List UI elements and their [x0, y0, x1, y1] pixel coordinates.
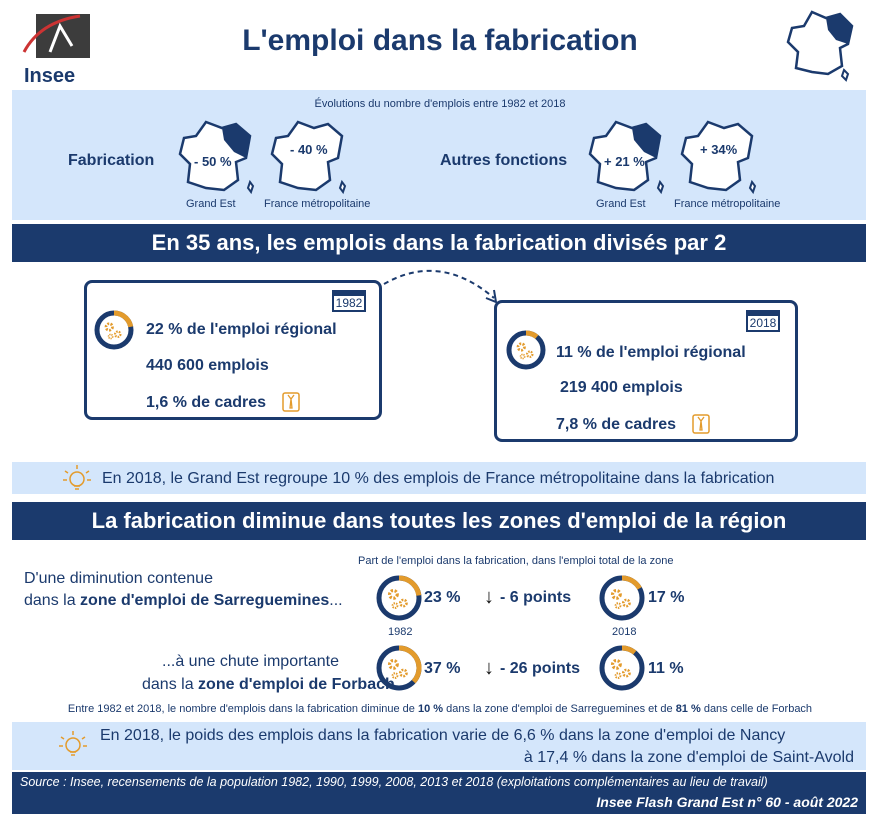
evolution-map-label: France métropolitaine: [674, 198, 781, 210]
gear-icon: [616, 603, 621, 608]
gear-icon: [527, 352, 532, 357]
autres-fonctions-label: Autres fonctions: [440, 152, 568, 169]
card-2018-share: 11 % de l'emploi régional: [556, 344, 746, 361]
publication-reference: Insee Flash Grand Est n° 60 - août 2022: [596, 794, 858, 810]
sarreguemines-line-1: D'une diminution contenue: [24, 570, 213, 587]
gear-icon: [400, 600, 406, 606]
tie-icon-2018: [692, 414, 710, 434]
zones-footnote-post: dans celle de Forbach: [700, 703, 813, 715]
gear-icon: [623, 670, 629, 676]
gear-icon: [518, 344, 525, 351]
gear-icon: [390, 591, 398, 599]
calendar-1982-year: 1982: [335, 296, 363, 310]
france-map-icon: [782, 8, 860, 82]
gear-icon: [115, 332, 120, 337]
gauge-fill: [114, 313, 131, 327]
note-2-line-1: En 2018, le poids des emplois dans la fabrication varie de 6,6 % dans la zone d'emploi de Nancy: [100, 727, 786, 744]
calendar-2018-icon: [746, 310, 780, 332]
evolution-map-value: + 21 %: [604, 154, 645, 169]
year-label-1982: 1982: [388, 626, 413, 638]
forbach-line-1: ...à une chute importante: [162, 653, 339, 670]
evolution-map-4: [674, 118, 798, 214]
note-2-line-2: à 17,4 % dans la zone d'emploi de Saint-Avold: [523, 749, 854, 766]
gauge-fill: [399, 578, 419, 595]
forbach-1982-gauge: [376, 645, 422, 691]
gauge-fill: [399, 648, 419, 682]
gear-icon: [616, 673, 621, 678]
insee-logo-text: Insee: [24, 65, 76, 87]
sarreguemines-2018-gauge: [599, 575, 645, 621]
evolution-map-2: [264, 118, 388, 214]
gauge-fill: [622, 648, 635, 653]
gear-icon: [613, 661, 621, 669]
zones-caption: Part de l'emploi dans la fabrication, dans l'emploi total de la zone: [358, 555, 674, 567]
card-2018-gears-gauge: [506, 330, 546, 370]
forbach-delta: - 26 points: [500, 660, 581, 677]
sarreguemines-line-2: [24, 592, 343, 610]
evolution-map-label: Grand Est: [186, 198, 236, 210]
forbach-line-2-pre: dans la: [142, 676, 199, 693]
gear-icon: [521, 354, 525, 358]
forbach-zone-name: zone d'emploi de Forbach: [198, 676, 395, 693]
zones-footnote-pre: Entre 1982 et 2018, le nombre d'emplois dans la fabrication diminue de: [67, 703, 418, 715]
gear-icon: [390, 661, 398, 669]
sarreguemines-delta: - 6 points: [500, 589, 572, 606]
card-2018-cadres: 7,8 % de cadres: [556, 416, 677, 433]
calendar-2018-year: 2018: [749, 316, 777, 330]
zones-footnote: [0, 703, 880, 715]
forbach-1982-value: 37 %: [424, 660, 461, 677]
evolution-map-label: France métropolitaine: [264, 198, 371, 210]
sarreguemines-1982-gauge: [376, 575, 422, 621]
sarreguemines-zone-name: zone d'emploi de Sarreguemines: [80, 592, 330, 609]
gear-icon: [109, 334, 113, 338]
evolution-map-value: - 50 %: [194, 154, 232, 169]
zones-footnote-mid: dans la zone d'emploi de Sarreguemines et de: [443, 703, 676, 715]
source-text: Source : Insee, recensements de la population 1982, 1990, 1999, 2008, 2013 et 2018 (exploitations complémentaires au lieu de travail): [20, 775, 768, 789]
forbach-down-arrow-icon: ↓: [484, 657, 494, 679]
gear-icon: [400, 670, 406, 676]
zones-footnote-bold-2: 81 %: [675, 703, 701, 715]
lightbulb-icon-2: [56, 728, 90, 760]
evolution-map-label: Grand Est: [596, 198, 646, 210]
page-title: L'emploi dans la fabrication: [242, 24, 638, 57]
gauge-fill: [622, 578, 640, 588]
forbach-2018-gauge: [599, 645, 645, 691]
evolution-map-value: + 34%: [700, 142, 738, 157]
sarreguemines-1982-value: 23 %: [424, 589, 461, 606]
france-outline-icon: [268, 118, 352, 198]
gear-icon: [623, 600, 629, 606]
france-outline-icon: [678, 118, 762, 198]
gear-icon: [393, 603, 398, 608]
sarreguemines-line-2-pre: dans la: [24, 592, 81, 609]
gear-icon: [106, 324, 113, 331]
lightbulb-icon: [60, 462, 94, 494]
section-banner-2: La fabrication diminue dans toutes les zones d'emploi de la région: [12, 502, 866, 540]
sarreguemines-2018-value: 17 %: [648, 589, 685, 606]
calendar-1982-icon: [332, 290, 366, 312]
card-2018-jobs: 219 400 emplois: [560, 379, 683, 396]
gauge-fill: [526, 333, 537, 337]
card-1982-cadres: 1,6 % de cadres: [146, 394, 267, 411]
tie-icon-1982: [282, 392, 300, 412]
forbach-line-2: [142, 676, 395, 694]
evolution-caption: Évolutions du nombre d'emplois entre 1982 et 2018: [314, 98, 566, 110]
note-1-text: En 2018, le Grand Est regroupe 10 % des emplois de France métropolitaine dans la fabrication: [102, 470, 775, 487]
evolution-map-value: - 40 %: [290, 142, 328, 157]
card-1982-share: 22 % de l'emploi régional: [146, 321, 337, 338]
gear-icon: [613, 591, 621, 599]
transition-arrow: [380, 262, 510, 312]
year-label-2018: 2018: [612, 626, 637, 638]
forbach-2018-value: 11 %: [648, 660, 684, 677]
card-1982-gears-gauge: [94, 310, 134, 350]
gear-icon: [393, 673, 398, 678]
card-1982-jobs: 440 600 emplois: [146, 357, 269, 374]
zones-footnote-bold-1: 10 %: [417, 703, 444, 715]
section-banner-1: En 35 ans, les emplois dans la fabrication divisés par 2: [12, 224, 866, 262]
sarreguemines-line-2-post: ...: [329, 592, 343, 609]
fabrication-label: Fabrication: [68, 152, 155, 169]
sarreguemines-down-arrow-icon: ↓: [484, 586, 494, 608]
